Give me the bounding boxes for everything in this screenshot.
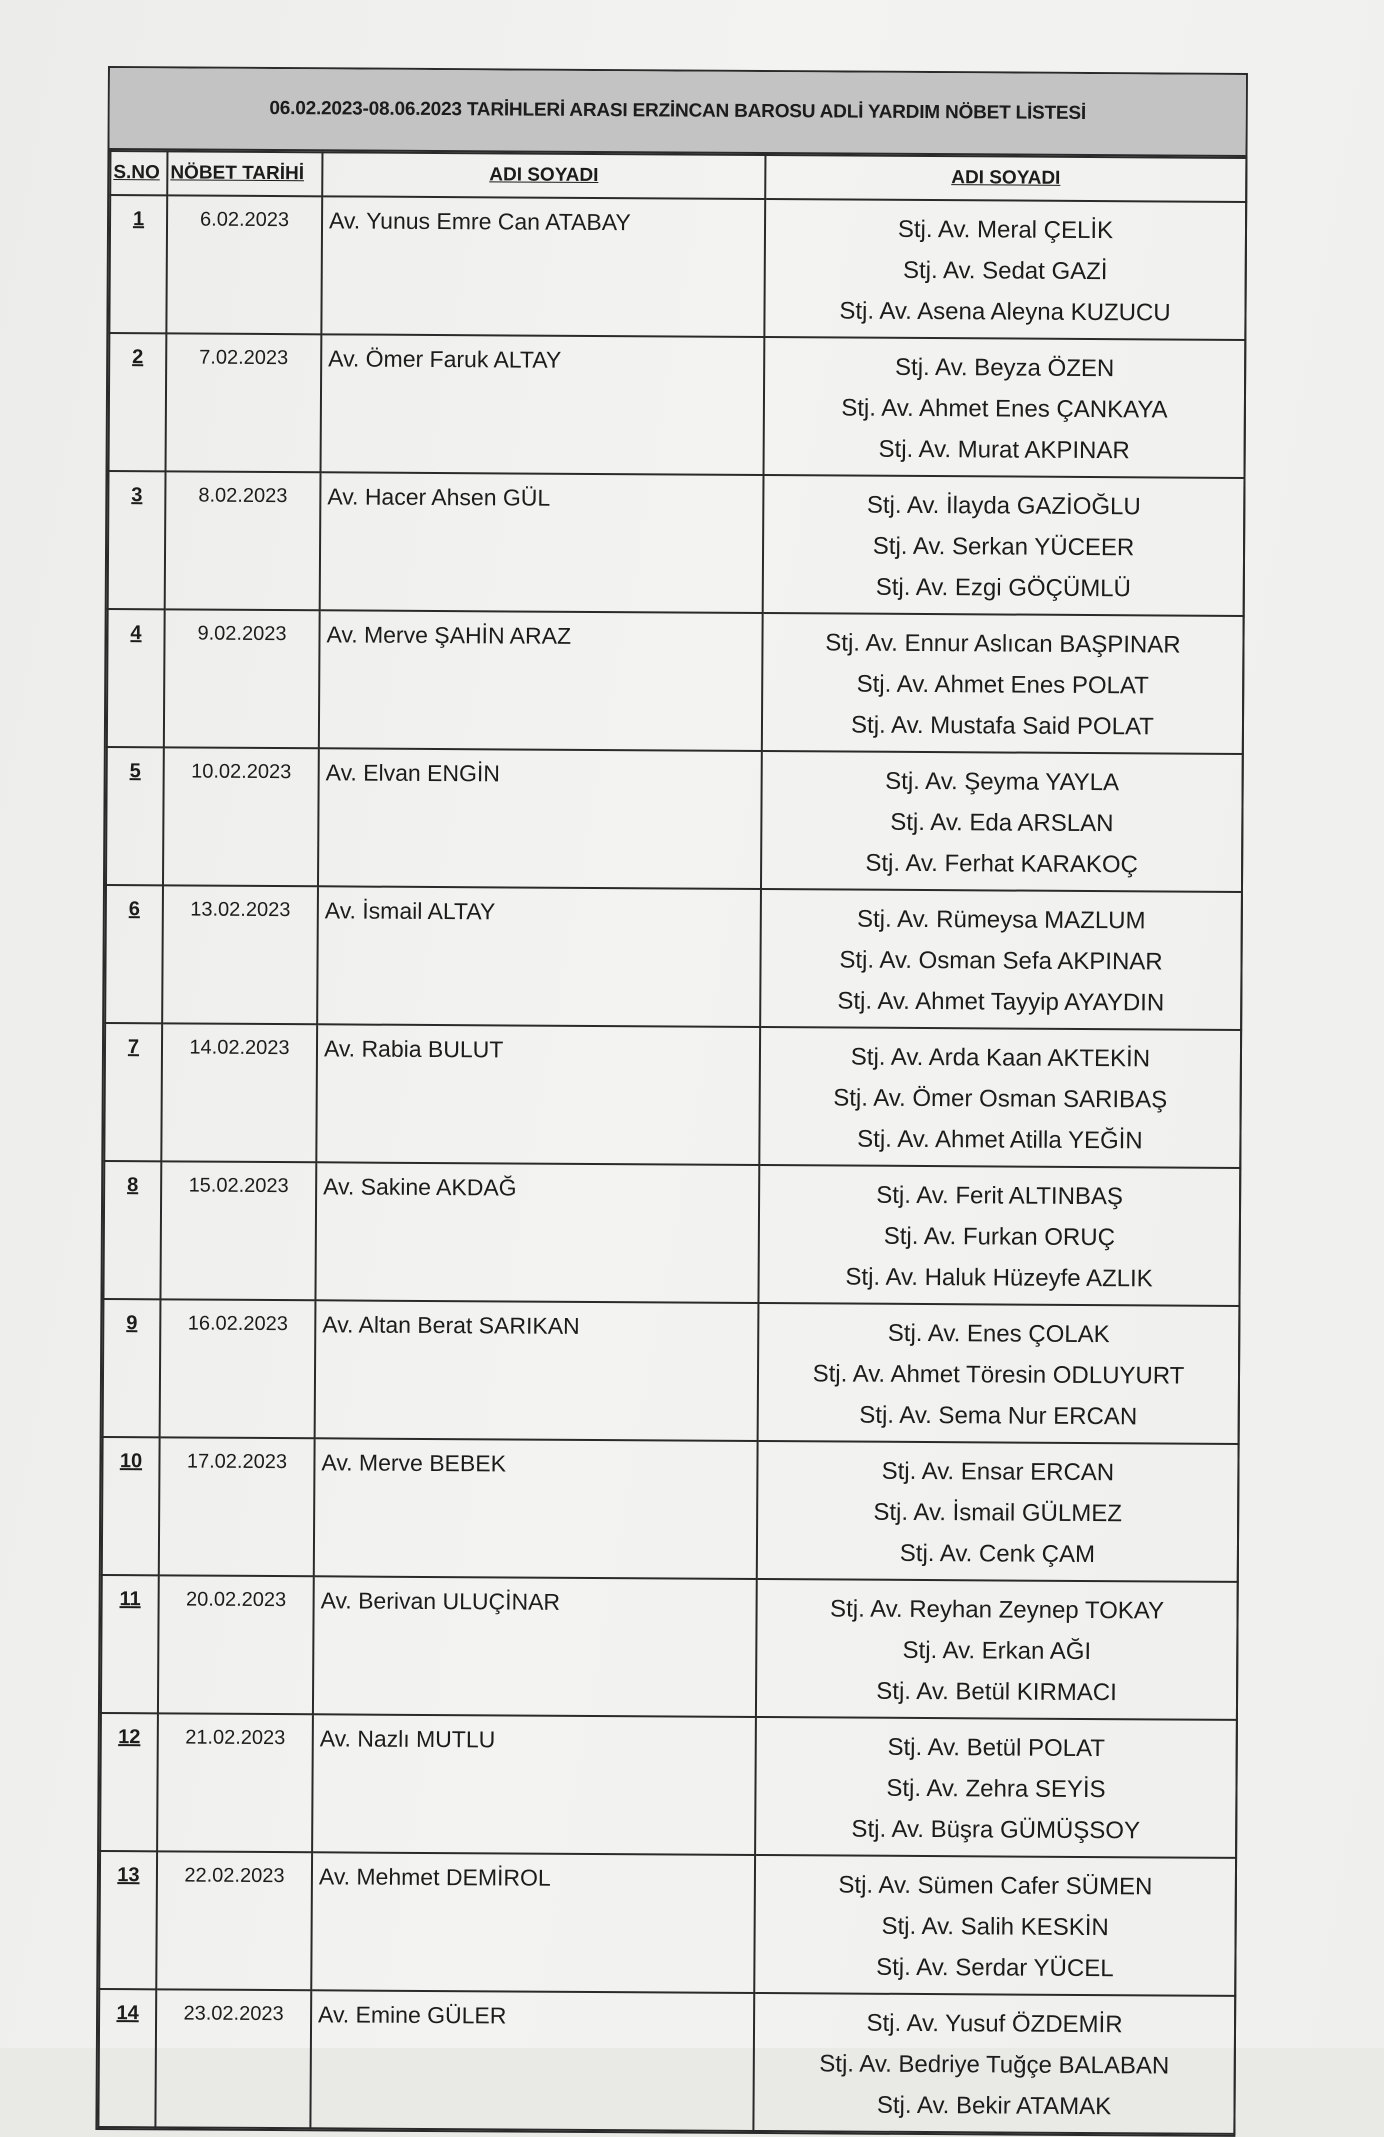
header-row [110,151,1246,202]
lawyer-name: Av. Ömer Faruk ALTAY [321,334,765,475]
header-date: NÖBET TARİHİ [167,151,322,196]
lawyer-name: Av. Merve ŞAHİN ARAZ [319,610,763,751]
intern-name: Stj. Av. Beyza ÖZEN [894,353,1115,383]
intern-name: Stj. Av. Ensar ERCAN [881,1457,1115,1487]
duty-date: 10.02.2023 [163,747,319,886]
intern-list [758,1303,1240,1444]
intern-list [756,1579,1238,1720]
intern-list [760,889,1242,1030]
duty-date: 21.02.2023 [157,1713,313,1852]
table-row [107,609,1244,754]
lawyer-name: Av. Yunus Emre Can ATABAY [321,196,765,337]
intern-name: Stj. Av. Betül KIRMACI [876,1677,1117,1707]
intern-name: Stj. Av. Ahmet Enes ÇANKAYA [841,394,1168,424]
lawyer-name: Av. Mehmet DEMİROL [311,1852,755,1993]
duty-date: 6.02.2023 [166,195,322,334]
header-intern-names: ADI SOYADI [765,155,1246,202]
table-row [108,471,1245,616]
intern-name: Stj. Av. İsmail GÜLMEZ [873,1498,1123,1528]
intern-name: Stj. Av. İlayda GAZİOĞLU [866,491,1141,521]
row-number: 8 [103,1161,161,1299]
intern-name: Stj. Av. Rümeysa MAZLUM [856,905,1146,935]
duty-date: 7.02.2023 [166,333,322,472]
duty-date: 15.02.2023 [160,1161,316,1300]
duty-list-document [95,66,1248,2137]
row-number: 9 [103,1299,161,1437]
duty-date: 9.02.2023 [164,609,320,748]
row-number: 6 [105,885,163,1023]
row-number: 13 [99,1851,157,1989]
row-number: 7 [104,1023,162,1161]
intern-list [759,1027,1241,1168]
intern-name: Stj. Av. Yusuf ÖZDEMİR [866,2009,1123,2039]
intern-list [764,199,1246,340]
intern-list [761,751,1243,892]
header-lawyer-name: ADI SOYADI [322,152,765,199]
table-row [99,1851,1236,1996]
lawyer-name: Av. Emine GÜLER [310,1990,754,2131]
lawyer-name: Av. Hacer Ahsen GÜL [320,472,764,613]
intern-list [763,475,1245,616]
intern-name: Stj. Av. Büşra GÜMÜŞSOY [851,1815,1141,1845]
duty-date: 8.02.2023 [165,471,321,610]
intern-name: Stj. Av. Ennur Aslıcan BAŞPINAR [825,629,1181,659]
table-row [102,1437,1239,1582]
intern-name: Stj. Av. Murat AKPINAR [878,435,1130,465]
duty-date: 23.02.2023 [155,1989,311,2128]
row-number: 10 [102,1437,160,1575]
lawyer-name: Av. Berivan ULUÇİNAR [313,1576,757,1717]
table-row [101,1575,1238,1720]
intern-name: Stj. Av. Bedriye Tuğçe BALABAN [819,2050,1170,2080]
lawyer-name: Av. İsmail ALTAY [317,886,761,1027]
duty-date: 17.02.2023 [159,1437,315,1576]
duty-date: 16.02.2023 [160,1299,316,1438]
intern-name: Stj. Av. Zehra SEYİS [886,1774,1106,1804]
duty-date: 14.02.2023 [161,1023,317,1162]
intern-list [755,1717,1237,1858]
intern-name: Stj. Av. Eda ARSLAN [890,808,1114,838]
document-title: 06.02.2023-08.06.2023 TARİHLERİ ARASI ERZİNCAN BAROSU ADLİ YARDIM NÖBET LİSTESİ [109,68,1245,157]
row-number: 5 [106,747,164,885]
intern-name: Stj. Av. Arda Kaan AKTEKİN [850,1043,1151,1073]
intern-name: Stj. Av. Ferit ALTINBAŞ [876,1181,1124,1211]
intern-name: Stj. Av. Erkan AĞI [902,1636,1092,1666]
row-number: 4 [107,609,165,747]
row-number: 3 [108,471,166,609]
intern-name: Stj. Av. Serdar YÜCEL [876,1953,1114,1983]
intern-list [758,1165,1240,1306]
intern-name: Stj. Av. Reyhan Zeynep TOKAY [830,1595,1165,1625]
intern-name: Stj. Av. Betül POLAT [887,1733,1106,1763]
intern-name: Stj. Av. Haluk Hüzeyfe AZLIK [845,1263,1153,1293]
table-body [98,195,1246,2134]
intern-name: Stj. Av. Asena Aleyna KUZUCU [839,297,1171,327]
intern-name: Stj. Av. Sümen Cafer SÜMEN [838,1871,1153,1901]
lawyer-name: Av. Nazlı MUTLU [312,1714,756,1855]
intern-name: Stj. Av. Furkan ORUÇ [883,1222,1116,1252]
table-row [106,747,1243,892]
intern-name: Stj. Av. Şeyma YAYLA [885,767,1120,797]
table-row [100,1713,1237,1858]
table-row [109,333,1246,478]
intern-list [757,1441,1239,1582]
intern-name: Stj. Av. Osman Sefa AKPINAR [839,946,1163,976]
row-number: 1 [109,195,167,333]
intern-name: Stj. Av. Ahmet Atilla YEĞİN [857,1125,1143,1155]
lawyer-name: Av. Sakine AKDAĞ [315,1162,759,1303]
intern-name: Stj. Av. Ahmet Enes POLAT [856,670,1149,700]
intern-name: Stj. Av. Meral ÇELİK [897,215,1114,245]
table-row [103,1299,1240,1444]
table-row [98,1989,1235,2134]
row-number: 2 [109,333,167,471]
intern-name: Stj. Av. Mustafa Said POLAT [850,711,1154,741]
intern-name: Stj. Av. Ferhat KARAKOÇ [865,849,1138,879]
lawyer-name: Av. Rabia BULUT [316,1024,760,1165]
intern-name: Stj. Av. Sema Nur ERCAN [859,1401,1138,1431]
duty-date: 22.02.2023 [156,1851,312,1990]
intern-name: Stj. Av. Ahmet Töresin ODLUYURT [812,1360,1185,1390]
duty-date: 20.02.2023 [158,1575,314,1714]
table-row [105,885,1242,1030]
intern-name: Stj. Av. Bekir ATAMAK [876,2091,1112,2121]
duty-table [97,150,1247,2135]
intern-name: Stj. Av. Enes ÇOLAK [887,1319,1110,1349]
table-row [103,1161,1240,1306]
duty-date: 13.02.2023 [162,885,318,1024]
intern-list [764,337,1246,478]
lawyer-name: Av. Altan Berat SARIKAN [315,1300,759,1441]
lawyer-name: Av. Elvan ENGİN [318,748,762,889]
intern-list [762,613,1244,754]
row-number: 11 [101,1575,159,1713]
intern-name: Stj. Av. Sedat GAZİ [902,256,1108,286]
intern-name: Stj. Av. Ahmet Tayyip AYAYDIN [837,987,1165,1017]
header-sno: S.NO [110,151,167,195]
row-number: 12 [100,1713,158,1851]
intern-name: Stj. Av. Ömer Osman SARIBAŞ [833,1084,1168,1114]
row-number: 14 [98,1989,156,2127]
intern-name: Stj. Av. Cenk ÇAM [899,1539,1096,1569]
table-row [104,1023,1241,1168]
intern-list [753,1993,1235,2134]
intern-name: Stj. Av. Serkan YÜCEER [872,532,1135,562]
intern-name: Stj. Av. Salih KESKİN [881,1912,1109,1942]
lawyer-name: Av. Merve BEBEK [314,1438,758,1579]
table-row [109,195,1246,340]
intern-name: Stj. Av. Ezgi GÖÇÜMLÜ [875,573,1132,603]
intern-list [754,1855,1236,1996]
